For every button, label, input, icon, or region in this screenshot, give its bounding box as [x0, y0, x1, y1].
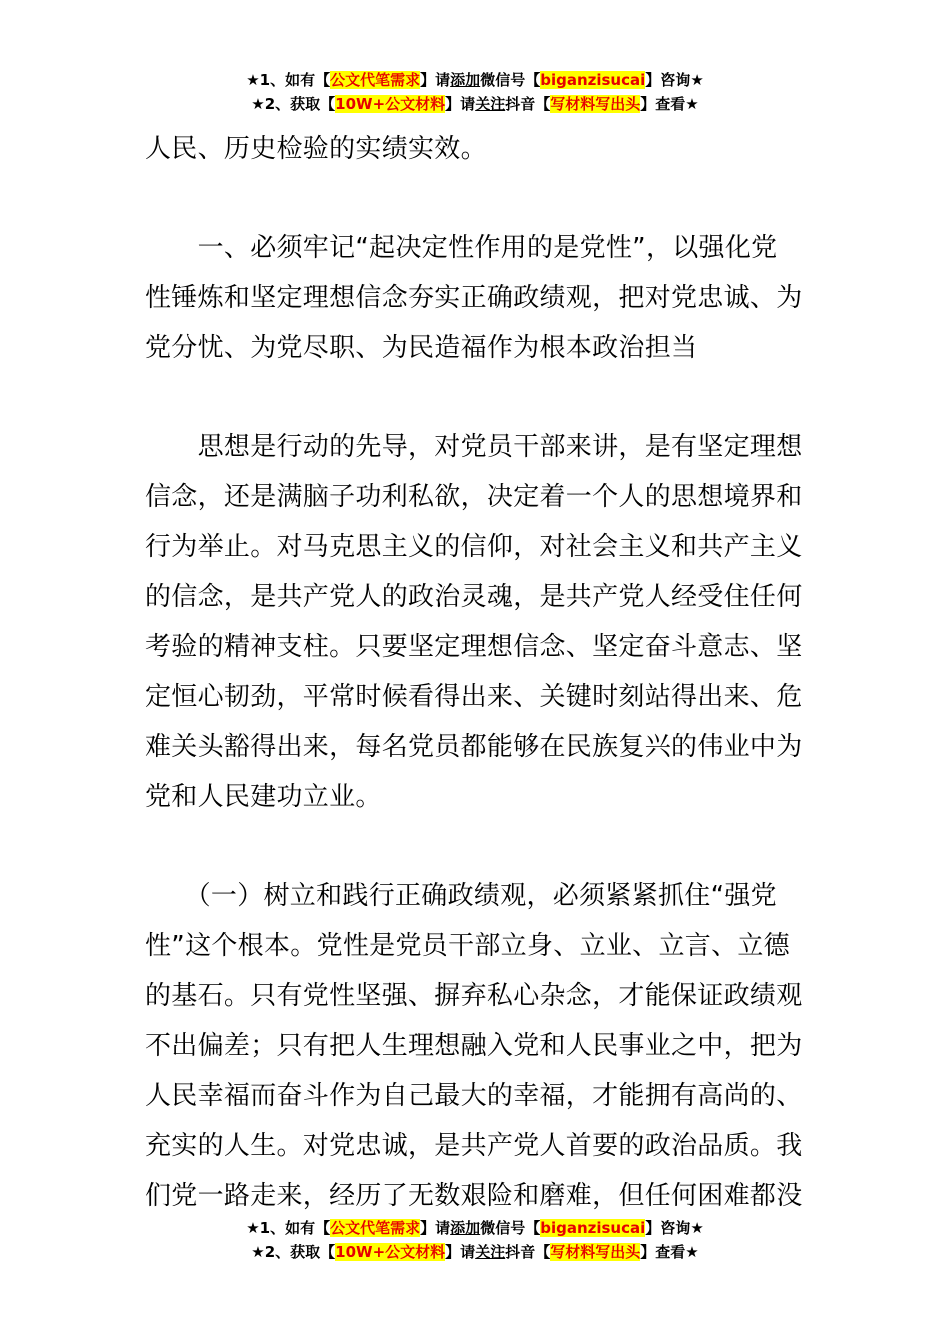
- star-icon: ★: [246, 1219, 260, 1237]
- highlight-materials: 10W+公文材料: [335, 95, 446, 113]
- text-line: 定恒心韧劲，平常时候看得出来、关键时刻站得出来、危: [145, 682, 803, 712]
- text-line: 的信念，是共产党人的政治灵魂，是共产党人经受住任何: [145, 582, 803, 612]
- banner-line-2: [0, 1240, 950, 1264]
- banner-line-2: [0, 92, 950, 116]
- banner-underlined-text: 添加: [450, 1219, 481, 1237]
- star-icon: ★: [690, 71, 704, 89]
- paragraph-gap: [145, 373, 813, 422]
- star-icon: ★: [251, 95, 265, 113]
- text-line: 人民、历史检验的实绩实效。: [145, 134, 487, 164]
- banner-line-1: [0, 68, 950, 92]
- highlight-service: 公文代笔需求: [330, 1219, 421, 1237]
- banner-text: 2、获取: [264, 1243, 321, 1261]
- bracket: 【: [525, 71, 541, 89]
- paragraph-gap: [145, 174, 813, 223]
- star-icon: ★: [685, 95, 699, 113]
- banner-underlined-text: 关注: [475, 1243, 506, 1261]
- banner-text: 请: [435, 71, 451, 89]
- banner-text: 咨询: [660, 1219, 691, 1237]
- bracket: 】: [445, 1243, 461, 1261]
- banner-text: 1、如有: [259, 71, 316, 89]
- bracket: 【: [320, 1243, 336, 1261]
- banner-text: 1、如有: [259, 1219, 316, 1237]
- bracket: 【: [320, 95, 336, 113]
- highlight-douyin: 写材料写出头: [550, 1243, 641, 1261]
- banner-text: 请: [460, 95, 476, 113]
- banner-text: 抖音: [505, 1243, 536, 1261]
- bracket: 】: [640, 1243, 656, 1261]
- text-line: 行为举止。对马克思主义的信仰，对社会主义和共产主义: [145, 532, 803, 562]
- highlight-materials: 10W+公文材料: [335, 1243, 446, 1261]
- text-line: 们党一路走来，经历了无数艰险和磨难，但任何困难都没: [145, 1181, 803, 1211]
- star-icon: ★: [251, 1243, 265, 1261]
- text-line: 不出偏差；只有把人生理想融入党和人民事业之中，把为: [145, 1031, 803, 1061]
- bracket: 【: [535, 95, 551, 113]
- star-icon: ★: [685, 1243, 699, 1261]
- highlight-douyin: 写材料写出头: [550, 95, 641, 113]
- text-line: 难关头豁得出来，每名党员都能够在民族复兴的伟业中为: [145, 732, 803, 762]
- banner-line-1: [0, 1216, 950, 1240]
- text-line: 考验的精神支柱。只要坚定理想信念、坚定奋斗意志、坚: [145, 632, 803, 662]
- banner-text: 微信号: [480, 1219, 526, 1237]
- bracket: 】: [645, 71, 661, 89]
- banner-underlined-text: 添加: [450, 71, 481, 89]
- highlight-wechat-id: biganzisucai: [540, 1219, 646, 1237]
- bracket: 【: [315, 1219, 331, 1237]
- header-banner: [0, 68, 950, 116]
- text-line: 党和人民建功立业。: [145, 782, 382, 812]
- banner-text: 查看: [655, 95, 686, 113]
- section-heading-line: 一、必须牢记“起决定性作用的是党性”，以强化党: [145, 233, 778, 263]
- text-line: 人民幸福而奋斗作为自己最大的幸福，才能拥有高尚的、: [145, 1081, 803, 1111]
- star-icon: ★: [690, 1219, 704, 1237]
- banner-text: 2、获取: [264, 95, 321, 113]
- banner-text: 查看: [655, 1243, 686, 1261]
- bracket: 】: [640, 95, 656, 113]
- bracket: 】: [645, 1219, 661, 1237]
- section-heading-line: 党分忧、为党尽职、为民造福作为根本政治担当: [145, 333, 698, 363]
- banner-text: 咨询: [660, 71, 691, 89]
- footer-banner: [0, 1216, 950, 1264]
- bracket: 【: [535, 1243, 551, 1261]
- highlight-wechat-id: biganzisucai: [540, 71, 646, 89]
- section-heading-line: 性锤炼和坚定理想信念夯实正确政绩观，把对党忠诚、为: [145, 283, 803, 313]
- document-body: [145, 124, 813, 1221]
- bracket: 】: [445, 95, 461, 113]
- banner-underlined-text: 关注: [475, 95, 506, 113]
- text-line: 充实的人生。对党忠诚，是共产党人首要的政治品质。我: [145, 1131, 803, 1161]
- text-line: 性”这个根本。党性是党员干部立身、立业、立言、立德: [145, 931, 790, 961]
- text-line: （一）树立和践行正确政绩观，必须紧紧抓住“强党: [145, 881, 777, 911]
- paragraph-gap: [145, 822, 813, 871]
- banner-text: 微信号: [480, 71, 526, 89]
- bracket: 【: [315, 71, 331, 89]
- banner-text: 请: [435, 1219, 451, 1237]
- banner-text: 请: [460, 1243, 476, 1261]
- text-line: 信念，还是满脑子功利私欲，决定着一个人的思想境界和: [145, 482, 803, 512]
- star-icon: ★: [246, 71, 260, 89]
- banner-text: 抖音: [505, 95, 536, 113]
- highlight-service: 公文代笔需求: [330, 71, 421, 89]
- bracket: 【: [525, 1219, 541, 1237]
- text-line: 的基石。只有党性坚强、摒弃私心杂念，才能保证政绩观: [145, 981, 803, 1011]
- bracket: 】: [420, 1219, 436, 1237]
- bracket: 】: [420, 71, 436, 89]
- text-line: 思想是行动的先导，对党员干部来讲，是有坚定理想: [145, 432, 803, 462]
